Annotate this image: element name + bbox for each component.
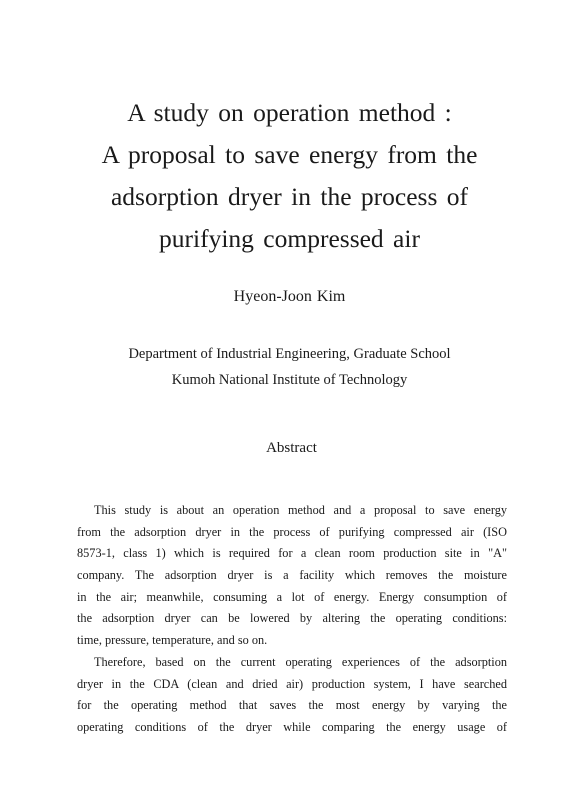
affiliation-institute: Kumoh National Institute of Technology (171, 372, 408, 388)
abstract-line: in the air; meanwhile, consuming a lot of energy. Energy consumption of (77, 589, 507, 604)
paper-title (0, 92, 579, 260)
abstract-heading: Abstract (266, 440, 317, 456)
abstract-line: This study is about an operation method and a proposal to save energy (94, 503, 507, 517)
abstract-line: from the adsorption dryer in the process of purifying compressed air (ISO (77, 524, 507, 539)
abstract-line: Therefore, based on the current operating experiences of the adsorption (94, 654, 507, 669)
title-line: adsorption dryer in the process of (110, 182, 469, 211)
title-line: A proposal to save energy from the (101, 140, 478, 169)
title-line: A study on operation method : (127, 98, 452, 127)
abstract-body (77, 500, 507, 739)
abstract-line: for the operating method that saves the most energy by varying the (77, 698, 507, 713)
abstract-line: dryer in the CDA (clean and dried air) production system, I have searched (77, 676, 507, 691)
abstract-line: the adsorption dryer can be lowered by altering the operating conditions: (77, 611, 507, 626)
abstract-line: company. The adsorption dryer is a facility which removes the moisture (77, 568, 507, 583)
abstract-line: operating conditions of the dryer while comparing the energy usage of (77, 719, 507, 734)
affiliation (0, 341, 579, 393)
affiliation-department: Department of Industrial Engineering, Graduate School (128, 346, 451, 362)
abstract-line: 8573-1, class 1) which is required for a clean room production site in "A" (77, 546, 507, 561)
author-name: Hyeon-Joon Kim (233, 288, 346, 305)
title-line: purifying compressed air (159, 224, 420, 253)
abstract-line: time, pressure, temperature, and so on. (77, 633, 268, 648)
